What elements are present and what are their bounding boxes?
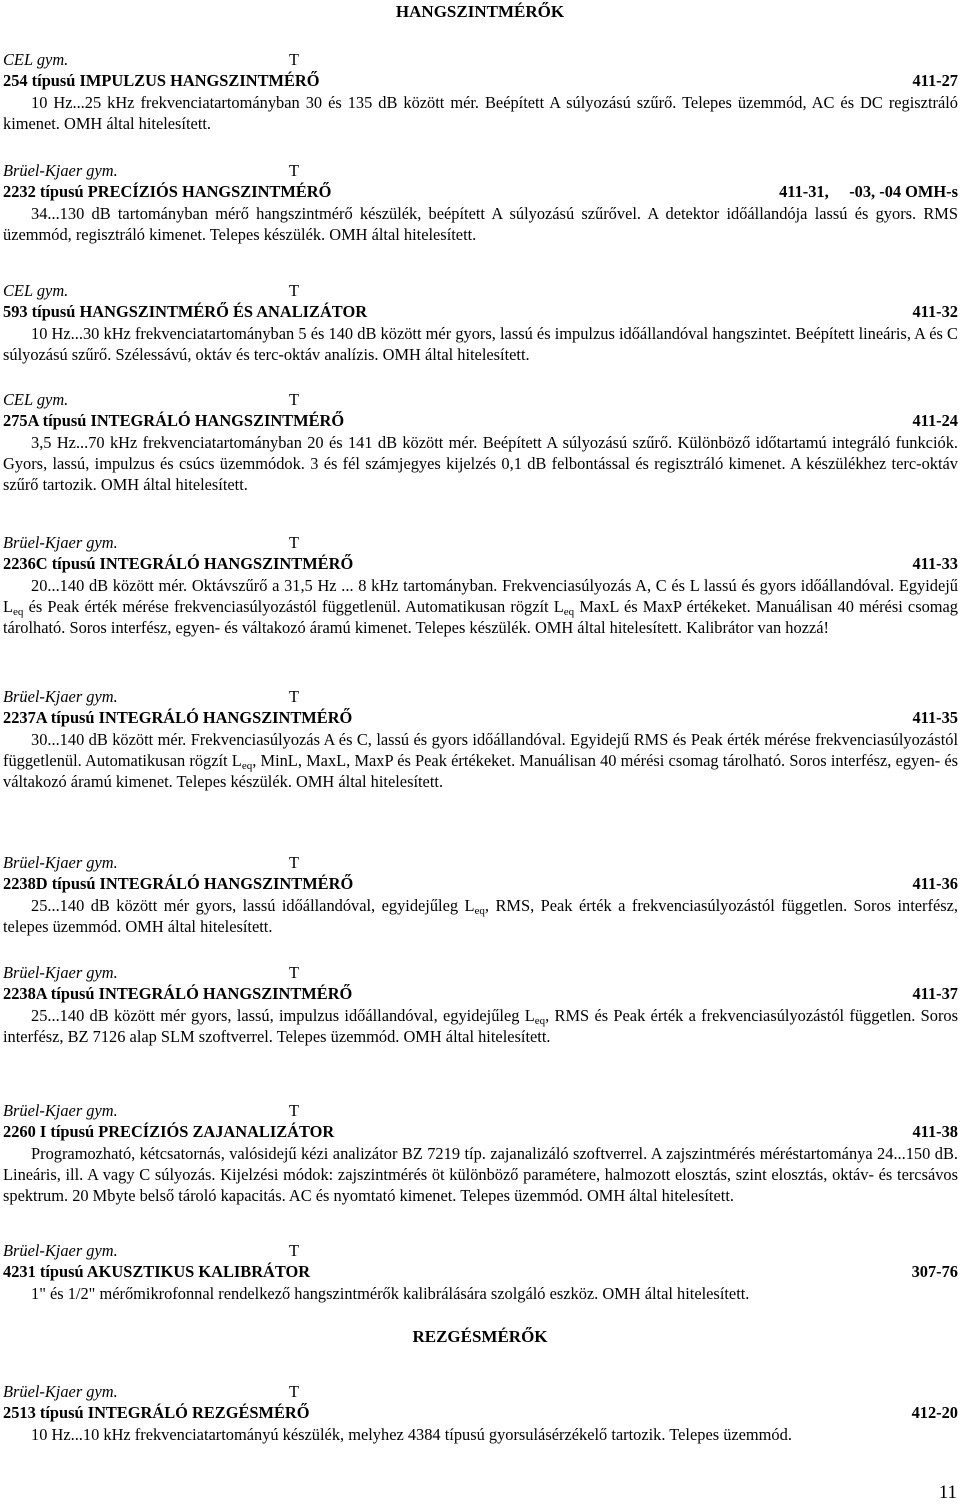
description-text: 30...140 dB között mér. Frekvenciasúlyozás A és C, lassú és gyors időállandóval. Egyidejű RMS és Peak érték mérése frekvenciasúlyozástól függetlenül. Automatikusan rögzít L (3, 730, 958, 770)
manufacturer-line (3, 160, 958, 181)
product-title: 275A típusú INTEGRÁLÓ HANGSZINTMÉRŐ (3, 411, 345, 430)
manufacturer-line (3, 1240, 958, 1261)
description-text: 25...140 dB között mér gyors, lassú, impulzus időállandóval, egyidejűleg L (31, 1006, 535, 1025)
product-title-line (3, 707, 958, 729)
t-marker: T (289, 161, 300, 180)
manufacturer-line (3, 532, 958, 553)
product-title: 2236C típusú INTEGRÁLÓ HANGSZINTMÉRŐ (3, 554, 354, 573)
product-entry (3, 160, 958, 245)
product-description (3, 203, 958, 245)
product-code: 411-37 (912, 984, 958, 1003)
manufacturer-line (3, 962, 958, 983)
product-title-line (3, 1121, 958, 1143)
product-code: 412-20 (911, 1403, 958, 1422)
subscript: eq (474, 905, 485, 917)
product-code: 411-27 (912, 71, 958, 90)
product-title: 2238D típusú INTEGRÁLÓ HANGSZINTMÉRŐ (3, 874, 354, 893)
t-marker: T (289, 963, 300, 982)
description-text: , RMS és Peak érték a frekvenciasúlyozástól független. Soros interfész, BZ 7126 alap SLM szoftverrel. Telepes üzemmód. OMH által hitelesített. (3, 1006, 958, 1046)
product-title-line (3, 873, 958, 895)
product-description (3, 432, 958, 495)
description-text: 20...140 dB között mér. Oktávszűrő a 31,5 Hz ... 8 kHz tartományban. Frekvenciasúlyozás A, C és L lassú és gyors időállandóval. Egyidejű L (3, 576, 958, 616)
product-title: 593 típusú HANGSZINTMÉRŐ ÉS ANALIZÁTOR (3, 302, 368, 321)
product-entry (3, 389, 958, 495)
product-code: 411-36 (912, 874, 958, 893)
section-heading-hangszintmerok: HANGSZINTMÉRŐK (395, 2, 565, 21)
product-title-line (3, 181, 958, 203)
product-title: 2237A típusú INTEGRÁLÓ HANGSZINTMÉRŐ (3, 708, 353, 727)
section-heading-rezgesmerok: REZGÉSMÉRŐK (412, 1327, 548, 1346)
product-description (3, 575, 958, 638)
product-entry (3, 1381, 958, 1445)
product-title-line (3, 553, 958, 575)
product-entry (3, 1240, 958, 1304)
product-title-line (3, 301, 958, 323)
product-title: 254 típusú IMPULZUS HANGSZINTMÉRŐ (3, 71, 320, 90)
subscript: eq (563, 606, 575, 618)
manufacturer: CEL gym. (3, 390, 69, 409)
product-code: 411-31, -03, -04 OMH-s (779, 182, 958, 201)
description-text: , RMS, Peak érték a frekvenciasúlyozástól független. Soros interfész, telepes üzemmód. OMH által hitelesített. (3, 896, 958, 936)
product-title-line (3, 1402, 958, 1424)
manufacturer: Brüel-Kjaer gym. (3, 533, 118, 552)
t-marker: T (289, 1241, 300, 1260)
description-text: 10 Hz...30 kHz frekvenciatartományban 5 és 140 dB között mér gyors, lassú és impulzus időállandóval hangszintet. Beépített lineáris, A és C súlyozású szűrő. Szélessávú, oktáv és terc-oktáv analízis. OMH által hitelesített. (3, 324, 958, 364)
description-text: , MinL, MaxL, MaxP és Peak értékeket. Manuálisan 40 mérési csomag tárolható. Soros interfész, egyen- és váltakozó áramú kimenet. Telepes készülék. OMH által hitelesített. (3, 751, 959, 791)
manufacturer-line (3, 389, 958, 410)
description-text: 25...140 dB között mér gyors, lassú időállandóval, egyidejűleg L (31, 896, 475, 915)
description-text: Programozható, kétcsatornás, valósidejű kézi analizátor BZ 7219 típ. zajanalizáló szoftverrel. A zajszintmérés méréstartománya 24...150 dB. Lineáris, ill. A vagy C súlyozás. Kijelzési módok: zajszintmérés öt különböző paramétere, halmozott elosztás, szint elosztás, oktáv- és tercsávos spektrum. 20 Mbyte belső tároló kapacitás. AC és nyomtató kimenet. Telepes üzemmód. OMH által hitelesített. (3, 1144, 958, 1205)
product-title: 2513 típusú INTEGRÁLÓ REZGÉSMÉRŐ (3, 1403, 310, 1422)
product-description (3, 895, 958, 937)
product-description (3, 1005, 958, 1047)
product-entry (3, 280, 958, 365)
product-entry (3, 852, 958, 937)
t-marker: T (289, 390, 300, 409)
description-text: 3,5 Hz...70 kHz frekvenciatartományban 20 és 141 dB között mér. Beépített A súlyozású szűrő. Különböző időtartamú integráló funkciók. Gyors, lassú, impulzus és csúcs üzemmódok. 3 és fél számjegyes kijelzés 0,1 dB felbontással és regisztráló kimenet. A készülékhez terc-oktáv szűrő tartozik. OMH által hitelesített. (3, 433, 958, 494)
t-marker: T (289, 1101, 300, 1120)
manufacturer: CEL gym. (3, 50, 69, 69)
manufacturer-line (3, 1381, 958, 1402)
manufacturer: Brüel-Kjaer gym. (3, 687, 118, 706)
product-code: 411-35 (912, 708, 958, 727)
product-code: 307-76 (911, 1262, 958, 1281)
product-description (3, 729, 958, 792)
manufacturer: CEL gym. (3, 281, 69, 300)
product-title: 2232 típusú PRECÍZIÓS HANGSZINTMÉRŐ (3, 182, 332, 201)
description-text: 10 Hz...10 kHz frekvenciatartományú készülék, melyhez 4384 típusú gyorsulásérzékelő tartozik. Telepes üzemmód. (31, 1425, 792, 1444)
product-entry (3, 962, 958, 1047)
product-code: 411-32 (912, 302, 958, 321)
product-title-line (3, 983, 958, 1005)
t-marker: T (289, 281, 300, 300)
product-code: 411-38 (912, 1122, 958, 1141)
product-description (3, 92, 958, 134)
description-text: 10 Hz...25 kHz frekvenciatartományban 30 és 135 dB között mér. Beépített A súlyozású szűrő. Telepes üzemmód, AC és DC regisztráló kimenet. OMH által hitelesített. (3, 93, 958, 133)
manufacturer-line (3, 280, 958, 301)
product-title: 2260 I típusú PRECÍZIÓS ZAJANALIZÁTOR (3, 1122, 335, 1141)
manufacturer: Brüel-Kjaer gym. (3, 1241, 118, 1260)
product-description (3, 1424, 958, 1445)
t-marker: T (289, 50, 300, 69)
product-entry (3, 49, 958, 134)
manufacturer-line (3, 1100, 958, 1121)
manufacturer-line (3, 686, 958, 707)
product-title-line (3, 1261, 958, 1283)
manufacturer-line (3, 49, 958, 70)
t-marker: T (289, 1382, 300, 1401)
t-marker: T (289, 853, 300, 872)
manufacturer-line (3, 852, 958, 873)
product-title: 2238A típusú INTEGRÁLÓ HANGSZINTMÉRŐ (3, 984, 353, 1003)
manufacturer: Brüel-Kjaer gym. (3, 1101, 118, 1120)
product-title-line (3, 70, 958, 92)
description-text: 1" és 1/2" mérőmikrofonnal rendelkező hangszintmérők kalibrálására szolgáló eszköz. OMH által hitelesített. (31, 1284, 750, 1303)
manufacturer: Brüel-Kjaer gym. (3, 1382, 118, 1401)
page-number: 11 (938, 1482, 957, 1503)
description-text: MaxL és MaxP értékeket. Manuálisan 40 mérési csomag tárolható. Soros interfész, egyen- és váltakozó áramú kimenet. Telepes készülék. OMH által hitelesített. Kalibrátor van hozzá! (3, 597, 958, 637)
description-text: 34...130 dB tartományban mérő hangszintmérő készülék, beépített A súlyozású szűrővel. A detektor időállandója lassú és gyors. RMS üzemmód, regisztráló kimenet. Telepes készülék. OMH által hitelesített. (3, 204, 958, 244)
manufacturer: Brüel-Kjaer gym. (3, 161, 118, 180)
product-title-line (3, 410, 958, 432)
t-marker: T (289, 687, 300, 706)
product-title: 4231 típusú AKUSZTIKUS KALIBRÁTOR (3, 1262, 311, 1281)
product-entry (3, 1100, 958, 1206)
subscript: eq (241, 760, 253, 772)
t-marker: T (289, 533, 300, 552)
manufacturer: Brüel-Kjaer gym. (3, 963, 118, 982)
product-entry (3, 686, 958, 792)
description-text: és Peak érték mérése frekvenciasúlyozástól függetlenül. Automatikusan rögzít L (23, 597, 564, 616)
product-description (3, 1283, 958, 1304)
product-description (3, 1143, 958, 1206)
subscript: eq (13, 606, 24, 618)
manufacturer: Brüel-Kjaer gym. (3, 853, 118, 872)
product-description (3, 323, 958, 365)
product-code: 411-24 (912, 411, 958, 430)
subscript: eq (534, 1015, 546, 1027)
product-entry (3, 532, 958, 638)
product-code: 411-33 (912, 554, 958, 573)
